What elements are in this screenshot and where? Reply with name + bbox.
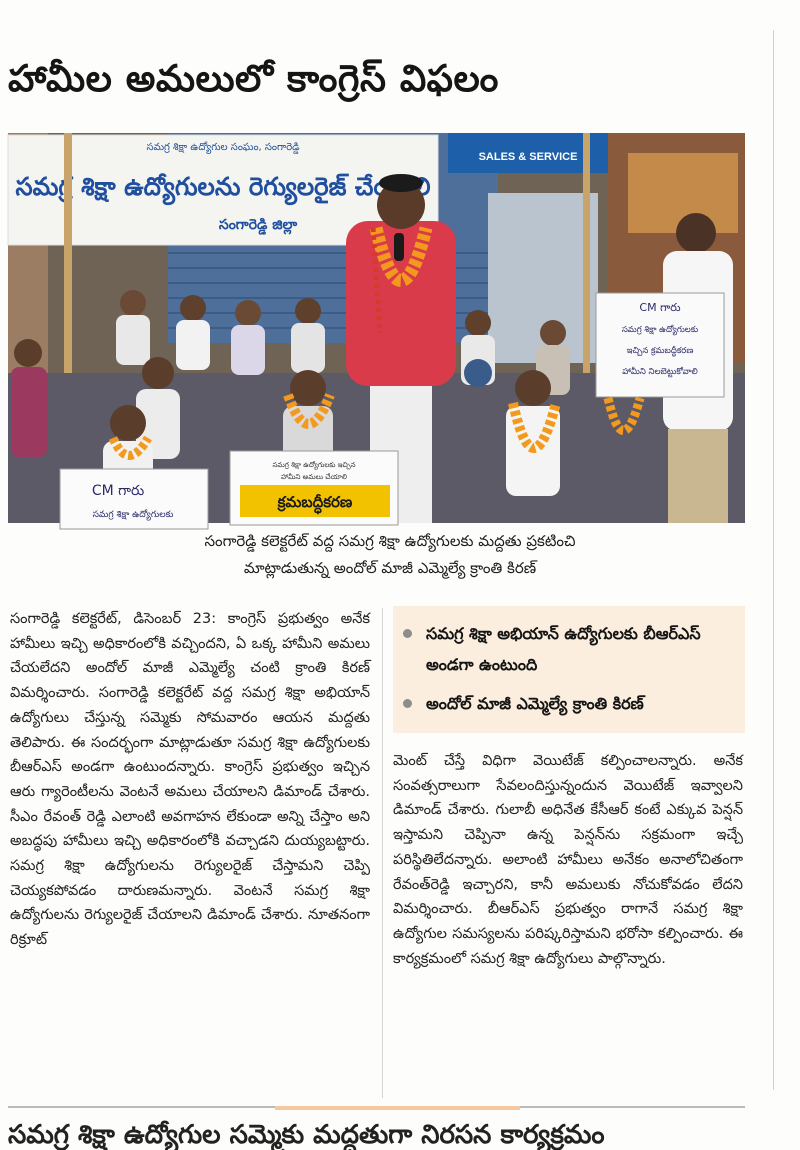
highlight-text: సమగ్ర శిక్షా అభియాన్ ఉద్యోగులకు బీఆర్ఎస్ అండగా ఉంటుంది xyxy=(426,624,701,674)
banner-top-line: సమగ్ర శిక్షా ఉద్యోగుల సంఘం, సంగారెడ్డి xyxy=(146,142,300,153)
placard-center xyxy=(230,451,398,525)
placard-left xyxy=(60,469,208,529)
page-edge-rule xyxy=(773,30,774,1090)
article-photo xyxy=(8,133,745,523)
svg-text:CM గారు: CM గారు xyxy=(91,483,145,499)
section-divider-accent xyxy=(275,1106,520,1110)
caption-line-2: మాట్లాడుతున్న అందోల్ మాజీ ఎమ్మెల్యే క్రాంతి కిరణ్ xyxy=(243,559,537,577)
svg-text:ఇచ్చిన క్రమబద్ధీకరణ: ఇచ్చిన క్రమబద్ధీకరణ xyxy=(626,346,694,356)
svg-text:సమగ్ర శిక్షా ఉద్యోగులకు: సమగ్ర శిక్షా ఉద్యోగులకు xyxy=(92,510,174,520)
svg-text:సమగ్ర శిక్షా ఉద్యోగులకు: సమగ్ర శిక్షా ఉద్యోగులకు xyxy=(621,325,699,335)
svg-text:CM గారు: CM గారు xyxy=(639,301,681,314)
highlight-item xyxy=(403,688,739,719)
caption-line-1: సంగారెడ్డి కలెక్టరేట్ వద్ద సమగ్ర శిక్షా ఉద్యోగులకు మద్దతు ప్రకటించి xyxy=(204,532,576,550)
placard-right xyxy=(596,293,724,397)
bullet-icon xyxy=(403,699,412,708)
svg-text:హామీని నిలబెట్టుకోవాలి: హామీని నిలబెట్టుకోవాలి xyxy=(622,367,698,377)
banner-main-text: సమగ్ర శిక్షా ఉద్యోగులను రెగ్యులరైజ్ చేయాలి xyxy=(15,172,442,201)
body-column-left xyxy=(10,607,370,953)
body-text-left: సంగారెడ్డి కలెక్టరేట్, డిసెంబర్ 23: కాంగ్రెస్ ప్రభుత్వం అనేక హామీలు ఇచ్చి అధికారంలోకి వచ్చిందని, ఏ ఒక్క హామీని అమలు చేయలేదని అందోల్ మాజీ ఎమ్మెల్యే చంటి క్రాంతి కిరణ్ విమర్శించారు. సంగారెడ్డి కలెక్టరేట్ వద్ద సమగ్ర శిక్షా అభియాన్ ఉద్యోగులు చేస్తున్న సమ్మెకు సోమవారం ఆయన మద్దతు తెలిపారు. ఈ సందర్భంగా మాట్లాడుతూ సమగ్ర శిక్షా ఉద్యోగులకు బీఆర్ఎస్ అండగా ఉంటుందన్నారు. కాంగ్రెస్ ప్రభుత్వం ఇచ్చిన ఆరు గ్యారెంటీలను వెంటనే అమలు చేయాలని డిమాండ్ చేశారు. సీఎం రేవంత్ రెడ్డి ఎలాంటి అవగాహన లేకుండా అన్ని చేస్తాం అని అబద్ధపు హామీలు ఇచ్చి అధికారంలోకి వచ్చాడని దుయ్యబట్టారు. సమగ్ర శిక్షా ఉద్యోగులను రెగ్యులరైజ్ చేస్తామని చెప్పి చెయ్యకపోవడం దారుణమన్నారు. వెంటనే సమగ్ర శిక్షా ఉద్యోగులను రెగ్యులరైజ్ చేయాలని డిమాండ్ చేశారు. నూతనంగా రిక్రూట్ xyxy=(10,611,370,949)
svg-text:హామీని అమలు చేయాలి: హామీని అమలు చేయాలి xyxy=(281,473,347,481)
column-divider xyxy=(382,608,383,1098)
bullet-icon xyxy=(403,629,412,638)
highlight-item xyxy=(403,618,739,680)
svg-text:సమగ్ర శిక్షా ఉద్యోగులకు ఇచ్చిన: సమగ్ర శిక్షా ఉద్యోగులకు ఇచ్చిన xyxy=(272,461,356,469)
banner-district: సంగారెడ్డి జిల్లా xyxy=(218,217,298,233)
highlight-text: అందోల్ మాజీ ఎమ్మెల్యే క్రాంతి కిరణ్ xyxy=(426,694,644,713)
shop-sign-text: SALES & SERVICE xyxy=(478,151,578,163)
article-headline: హామీల అమలులో కాంగ్రెస్ విఫలం xyxy=(8,57,499,100)
svg-text:క్రమబద్ధీకరణ: క్రమబద్ధీకరణ xyxy=(277,493,353,511)
body-text-right: మెంట్ చేస్తే విధిగా వెయిటేజ్ కల్పించాలన్నారు. అనేక సంవత్సరాలుగా సేవలందిస్తున్నందున వెయిటేజ్ ఇవ్వాలని డిమాండ్ చేశారు. గులాబీ అధినేత కేసీఆర్ కంటే ఎక్కువ పెన్షన్ ఇస్తామని చెప్పినా ఉన్న పెన్షన్‌ను సక్రమంగా ఇచ్చే పరిస్థితిలేదన్నారు. అలాంటి హామీలు అనేకం అనాలోచితంగా రేవంత్‌రెడ్డి ఇచ్చారని, కానీ అమలుకు నోచుకోవడం లేదని విమర్శించారు. బీఆర్ఎస్ ప్రభుత్వం రాగానే సమగ్ర శిక్షా ఉద్యోగుల సమస్యలను పరిష్కరిస్తామని భరోసా కల్పించారు. ఈ కార్యక్రమంలో సమగ్ర శిక్షా ఉద్యోగులు పాల్గొన్నారు. xyxy=(393,753,743,967)
highlight-box xyxy=(393,606,745,733)
body-column-right xyxy=(393,749,743,971)
next-article-headline: సమగ్ర శిక్షా ఉద్యోగుల సమ్మెకు మద్దతుగా నిరసన కార్యక్రమం xyxy=(8,1120,605,1150)
photo-caption xyxy=(40,528,740,582)
